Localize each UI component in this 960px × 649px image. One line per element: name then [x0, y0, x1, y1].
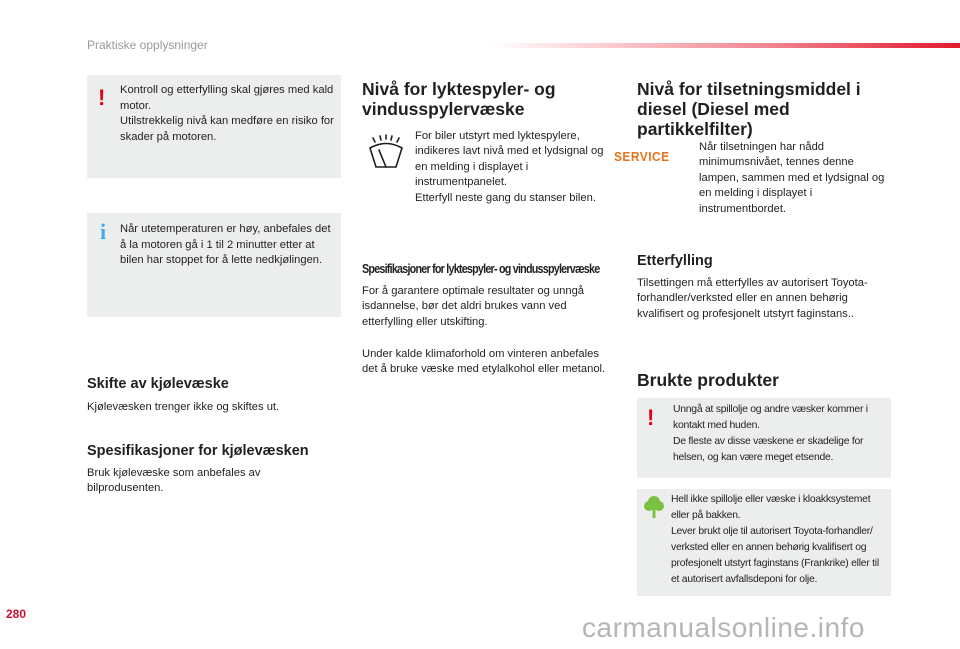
section-title: Praktiske opplysninger: [87, 38, 208, 52]
info-icon: i: [100, 219, 107, 244]
refill-heading: Etterfylling: [637, 253, 713, 269]
page-number: 280: [6, 607, 27, 621]
header-gradient-bar: [490, 43, 960, 48]
info-box-temperature: [87, 213, 341, 317]
coolant-spec-body: Bruk kjølevæske som anbefales av bilprodusenten.: [87, 467, 261, 495]
coolant-spec-heading: Spesifikasjoner for kjølevæsken: [87, 443, 309, 459]
washer-cold-body: Under kalde klimaforhold om vinteren anbefales det å bruke væske med etylalkohol eller metanol.: [362, 348, 606, 376]
diesel-additive-heading: Nivå for tilsetningsmiddel i diesel (Diesel med partikkelfilter): [637, 79, 861, 139]
washer-spec-body: For å garantere optimale resultater og unngå isdannelse, bør det aldri brukes vann ved etterfylling eller utskifting.: [362, 285, 585, 328]
warning-text: Kontroll og etterfylling skal gjøres med kald motor. Utilstrekkelig nivå kan medføre en risiko for skader på motoren.: [120, 84, 334, 143]
service-text: Når tilsetningen har nådd minimumsnivået, tennes denne lampen, sammen med et lydsignal og en melding i displayet i instrumentbordet.: [699, 141, 885, 215]
washer-fluid-heading: Nivå for lyktespyler- og vindusspylervæske: [362, 79, 556, 119]
washer-fluid-icon-text: For biler utstyrt med lyktespylere, indikeres lavt nivå med et lydsignal og en melding i displayet i instrumentpanelet. Etterfyll neste gang du stanser bilen.: [415, 130, 604, 204]
coolant-change-heading: Skifte av kjølevæske: [87, 376, 229, 392]
tree-icon: [643, 495, 665, 519]
coolant-change-body: Kjølevæsken trenger ikke og skiftes ut.: [87, 401, 280, 413]
warning-icon: !: [98, 85, 106, 110]
refill-body: Tilsettingen må etterfylles av autorisert Toyota-forhandler/verksted eller en annen behørig kvalifisert og profesjonelt utstyrt faginstans..: [637, 277, 868, 320]
info-text: Når utetemperaturen er høy, anbefales det å la motoren gå i 1 til 2 minutter etter at bilen har stoppet for å lette nedkjølingen.: [120, 223, 331, 266]
watermark: carmanualsonline.info: [582, 612, 865, 643]
used-oil-warning-text: Unngå at spillolje og andre væsker kommer i kontakt med huden. De fleste av disse væskene er skadelige for helsen, og kan være meget etsende.: [673, 404, 868, 463]
washer-spec-heading: Spesifikasjoner for lyktespyler- og vindusspylervæske: [362, 262, 600, 276]
warning-box-used-oil: [637, 398, 891, 478]
eco-disposal-text: Hell ikke spillolje eller væske i kloakksystemet eller på bakken. Lever brukt olje til autorisert Toyota-forhandler/ verksted eller en annen behørig kvalifisert og profesjonelt utstyrt faginstans (Frankrike) eller til et autorisert avfallsdeponi for olje.: [671, 494, 879, 585]
used-products-heading: Brukte produkter: [637, 370, 779, 390]
eco-box-disposal: [637, 489, 891, 596]
warning-box-cold-engine: [87, 75, 341, 178]
washer-fluid-icon: [365, 134, 407, 174]
service-warning-icon: SERVICE: [614, 149, 670, 164]
warning-icon: !: [647, 405, 655, 430]
